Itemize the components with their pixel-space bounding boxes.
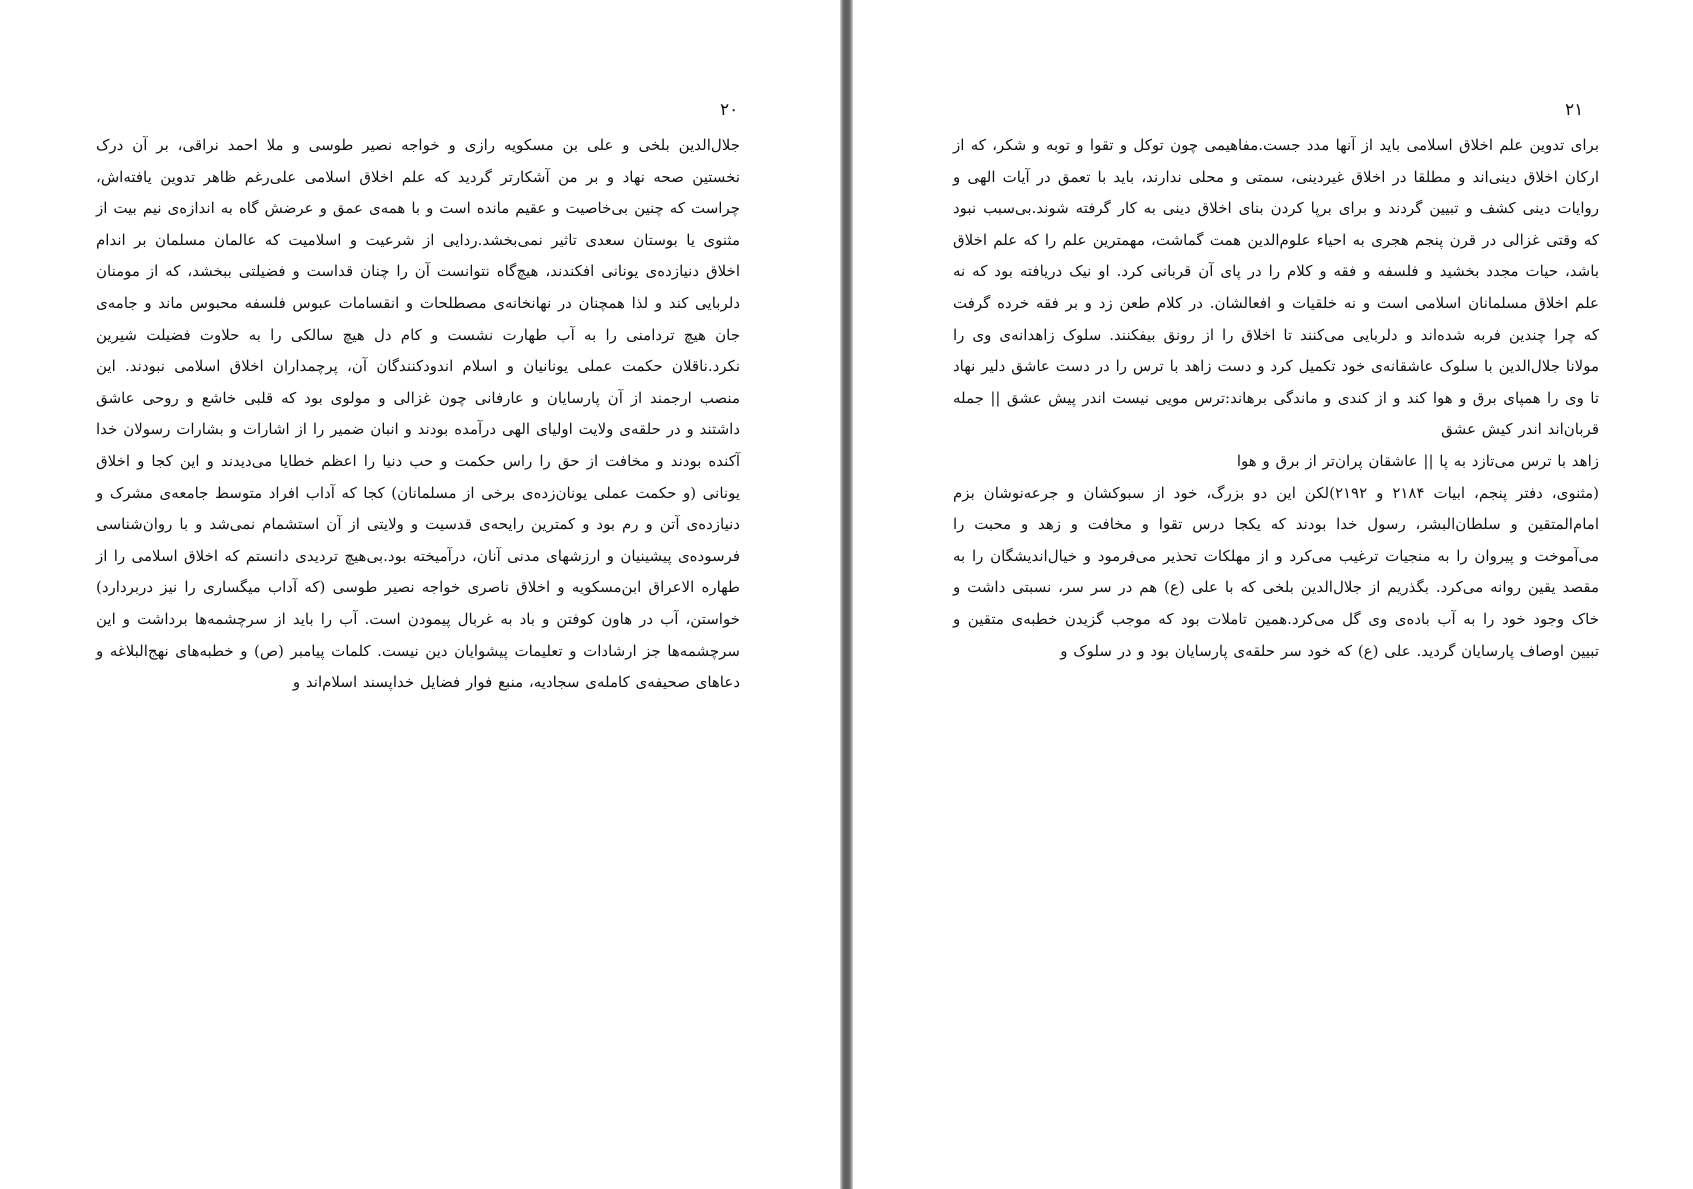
verse-line: زاهد با ترس می‌تازد به پا || عاشقان پران‌تر از برق و هوا: [1236, 451, 1599, 470]
paragraph: برای تدوین علم اخلاق اسلامی باید از آنها مدد جست.مفاهیمی چون توکل و تقوا و توبه و شکر، که از ارکان اخلاق دینی‌اند و مطلقا در اخلاق غیردینی، سمتی و محلی ندارند، باید با تعمق در آیات الهی و روایات دینی کشف و تبیین گردند و برای برپا کردن بنای اخلاق دینی به کار گرفته شوند.بی‌سبب نبود که وقتی غزالی در قرن پنجم هجری به احیاء علوم‌الدین همت گماشت، مهمترین علم را که علم اخلاق باشد، حیات مجدد بخشید و فلسفه و فقه و کلام را در پای آن قربانی کرد. او نیک دریافته بود که نه علم اخلاق مسلمانان اسلامی است و نه خلقیات و افعالشان. در کلام طعن زد و بر فقه خرده گرفت که چرا چندین فربه شده‌اند و دلربایی می‌کنند تا اخلاق را از رونق بیفکنند. سلوک زاهدانه‌ی وی را مولانا جلال‌الدین با سلوک عاشقانه‌ی خود تکمیل کرد و دست زاهد با ترس را در دست عاشق دلیر نهاد تا وی را همپای برق و هوا کند و از کندی و ماندگی برهاند:ترس مویی نیست اندر پیش عشق || جمله قربان‌اند اندر کیش عشق: [953, 136, 1599, 439]
book-spine-divider: [840, 0, 853, 1189]
paragraph: (مثنوی، دفتر پنجم، ابیات ۲۱۸۴ و ۲۱۹۲)لکن این دو بزرگ، خود از سبوکشان و جرعه‌نوشان بزم امام‌المتقین و سلطان‌البشر، رسول خدا بودند که یکجا درس تقوا و مخافت و زهد و محبت را می‌آموخت و پیروان را به منجیات ترغیب می‌کرد و از مهلکات تحذیر می‌فرمود و خیال‌اندیشگان را به مقصد یقین روانه می‌کرد. بگذریم از جلال‌الدین بلخی که با علی (ع) هم در سر سر، نسبتی داشت و خاک وجود خود را به آب باده‌ی وی گل می‌کرد.همین تاملات بود که موجب گزیدن خطبه‌ی متقین و تبیین اوصاف پارسایان گردید. علی (ع) که خود سر حلقه‌ی پارسایان بود و در سلوک و: [953, 483, 1600, 660]
page-number: ۲۱: [1565, 100, 1584, 120]
paragraph: جلال‌الدین بلخی و علی بن مسکویه رازی و خواجه نصیر طوسی و ملا احمد نراقی، بر آن درک نخستین صحه نهاد و بر من آشکارتر گردید که علم اخلاق اسلامی علی‌رغم ظاهر تدوین یافته‌اش، چراست که چنین بی‌خاصیت و عقیم مانده است و با همه‌ی عمق و عرضش گاه به اندازه‌ی نیم بیت از مثنوی یا بوستان سعدی تاثیر نمی‌بخشد.ردایی از شرعیت و اسلامیت که عالمان مسلمان بر اندام اخلاق دنیازده‌ی یونانی افکندند، هیچ‌گاه نتوانست آن را چنان قداست و فضیلتی ببخشد، که از مومنان دلربایی کند و لذا همچنان در نهانخانه‌ی مصطلحات و انقسامات عبوس فلسفه محبوس ماند و جامه‌ی جان هیچ تردامنی را به آب طهارت نشست و کام دل هیچ سالکی را به حلاوت فضیلت شیرین نکرد.ناقلان حکمت عملی یونانیان و اسلام اندودکنندگان آن، پرچمداران اخلاق اسلامی نبودند. این منصب ارجمند از آن پارسایان و عارفانی چون غزالی و مولوی بود که قلبی خاشع و روحی عاشق داشتند و در حلقه‌ی ولایت اولیای الهی درآمده بودند و انبان ضمیر را از اشارات و بشارات رسولان خدا آکنده بودند و مخافت از حق را راس حکمت و حب دنیا را اعظم خطایا می‌دیدند و این کجا و اخلاق یونانی (و حکمت عملی یونان‌زده‌ی برخی از مسلمانان) کجا که آداب افراد متوسط جامعه‌ی مشرک و دنیازده‌ی آتن و رم بود و کمترین رایحه‌ی قدسیت و ولایتی از آن استشمام نمی‌شد و با روان‌شناسی فرسوده‌ی پیشینیان و ارزشهای مدنی آنان، درآمیخته بود.بی‌هیچ تردیدی دانستم که اخلاق اسلامی را از طهاره الاعراق ابن‌مسکویه و اخلاق ناصری خواجه نصیر طوسی (که آداب میگساری را نیز دربردارد) خواستن، آب در هاون کوفتن و باد به غربال پیمودن است. آب را باید از سرچشمه‌ها برداشت و این سرچشمه‌ها جز ارشادات و تعلیمات پیشوایان دین نیست. کلمات پیامبر (ص) و خطبه‌های نهج‌البلاغه و دعاهای صحیفه‌ی کامله‌ی سجادیه، منبع فوار فضایل خداپسند اسلام‌اند و: [96, 136, 741, 692]
body-text: [953, 130, 1599, 667]
page-number: ۲۰: [720, 100, 739, 120]
right-page: [853, 0, 1693, 1189]
body-text: [96, 130, 740, 699]
left-page: [0, 0, 840, 1189]
